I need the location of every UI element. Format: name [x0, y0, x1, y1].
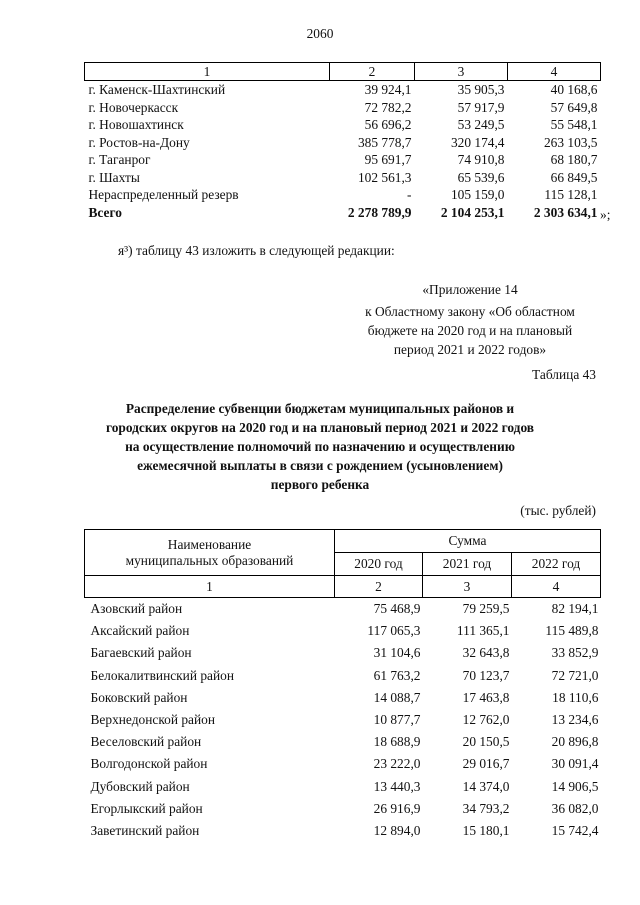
total-row	[85, 204, 601, 222]
appendix-title: «Приложение 14	[422, 282, 518, 297]
row-name: Егорлыкский район	[90, 800, 203, 816]
row-value-2022: 33 852,9	[551, 645, 599, 661]
heading-line: Распределение субвенции бюджетам муниципальных районов и	[125, 401, 515, 416]
row-value-2021: 20 150,5	[462, 734, 510, 750]
heading-line: первого ребенка	[270, 477, 370, 492]
row-name: г. Каменск-Шахтинский	[88, 82, 226, 97]
row-value-2022: 13 234,6	[551, 712, 599, 728]
main-table	[84, 529, 601, 842]
row-value-2021: 12 762,0	[462, 712, 510, 728]
row-name: Дубовский район	[90, 778, 190, 794]
row-value-2022: 66 849,5	[550, 169, 598, 185]
row-value-2020: 14 088,7	[373, 689, 421, 705]
year-header: 2020 год	[335, 553, 423, 576]
heading-line: на осуществление полномочий по назначению и осуществлению	[125, 439, 515, 454]
row-value-2021: 74 910,8	[457, 152, 505, 167]
row-value-2021: 29 016,7	[462, 756, 510, 772]
prev-table	[84, 62, 601, 221]
table-label: Таблица 43	[532, 367, 596, 382]
row-value-2021: 35 905,3	[457, 82, 505, 97]
table-heading	[60, 399, 580, 494]
table-row	[85, 169, 601, 187]
row-value-2020: 12 894,0	[373, 823, 421, 839]
name-header-line: муниципальных образований	[125, 552, 294, 568]
total-label: Всего	[88, 204, 122, 220]
row-name: Веселовский район	[90, 734, 202, 750]
prev-header-cell: 3	[415, 63, 508, 81]
row-value-2022: 55 548,1	[550, 117, 598, 132]
table-row	[85, 134, 601, 152]
appendix-line: к Областному закону «Об областном	[365, 304, 575, 319]
row-name: Нераспределенный резерв	[88, 187, 239, 202]
year-header: 2022 год	[512, 553, 601, 576]
total-value-2020: 2 278 789,9	[347, 204, 412, 220]
row-value-2022: 20 896,8	[551, 734, 599, 750]
row-value-2020: 117 065,3	[367, 623, 421, 639]
row-name: Заветинский район	[90, 823, 200, 839]
row-value-2021: 14 374,0	[462, 778, 510, 794]
row-value-2022: 115 489,8	[545, 623, 599, 639]
row-name: Азовский район	[90, 601, 183, 616]
row-value-2022: 36 082,0	[551, 800, 599, 816]
prev-header-cell: 4	[508, 63, 601, 81]
row-value-2022: 115 128,1	[544, 187, 598, 202]
row-name: Багаевский район	[90, 645, 192, 661]
row-value-2021: 105 159,0	[450, 187, 505, 202]
heading-line: ежемесячной выплаты в связи с рождением (усыновлением)	[137, 458, 503, 473]
row-value-2022: 18 110,6	[552, 689, 599, 705]
row-name: Верхнедонской район	[90, 712, 216, 728]
row-name: г. Новошахтинск	[88, 117, 184, 132]
row-value-2021: 17 463,8	[462, 689, 510, 705]
amendment-text: я³) таблицу 43 изложить в следующей редакции:	[118, 243, 395, 258]
closing-quote: »;	[600, 207, 611, 222]
table-row	[85, 620, 601, 642]
sum-column-header: Сумма	[335, 530, 601, 553]
row-value-2022: 82 194,1	[551, 601, 599, 616]
name-column-header	[85, 530, 335, 576]
row-name: Волгодонской район	[90, 756, 208, 772]
row-name: г. Новочеркасск	[88, 99, 179, 115]
table-row	[85, 820, 601, 842]
row-value-2021: 65 539,6	[457, 169, 505, 185]
year-header: 2021 год	[423, 553, 512, 576]
table-row	[85, 642, 601, 664]
table-row	[85, 798, 601, 820]
table-row	[85, 665, 601, 687]
prev-header-cell: 1	[85, 63, 330, 81]
column-numbers-row	[85, 576, 601, 598]
table-row	[85, 687, 601, 709]
row-value-2021: 320 174,4	[450, 134, 505, 150]
page-number: 2060	[306, 26, 334, 41]
row-value-2022: 68 180,7	[550, 152, 598, 167]
prev-header-cell: 2	[330, 63, 415, 81]
column-number: 4	[512, 576, 601, 598]
row-value-2020: 31 104,6	[373, 645, 421, 661]
row-value-2020: 56 696,2	[364, 117, 412, 132]
appendix-line: период 2021 и 2022 годов»	[393, 342, 547, 357]
row-value-2020: 13 440,3	[373, 778, 421, 794]
row-value-2021: 15 180,1	[462, 823, 510, 839]
row-value-2022: 14 906,5	[551, 778, 599, 794]
main-header-row	[85, 530, 601, 553]
column-number: 1	[85, 576, 335, 598]
row-value-2020: -	[407, 187, 412, 202]
row-value-2021: 53 249,5	[457, 117, 505, 132]
row-value-2021: 79 259,5	[462, 601, 510, 616]
row-value-2020: 18 688,9	[373, 734, 421, 750]
row-value-2020: 23 222,0	[373, 756, 421, 772]
row-value-2020: 102 561,3	[357, 169, 412, 185]
row-value-2020: 61 763,2	[373, 667, 421, 683]
table-row	[85, 731, 601, 753]
row-value-2021: 34 793,2	[462, 800, 510, 816]
row-value-2022: 72 721,0	[551, 667, 599, 683]
table-row	[85, 598, 601, 621]
row-name: г. Шахты	[88, 169, 140, 185]
row-value-2021: 32 643,8	[462, 645, 510, 661]
appendix-caption	[330, 302, 610, 359]
table-row	[85, 99, 601, 117]
heading-line: городских округов на 2020 год и на плановый период 2021 и 2022 годов	[105, 420, 535, 435]
table-row	[85, 776, 601, 798]
total-value-2021: 2 104 253,1	[440, 204, 505, 220]
row-name: г. Таганрог	[88, 152, 151, 167]
table-row	[85, 753, 601, 775]
column-number: 3	[423, 576, 512, 598]
row-value-2022: 263 103,5	[543, 134, 598, 150]
row-name: Белокалитвинский район	[90, 667, 235, 683]
row-value-2020: 10 877,7	[373, 712, 421, 728]
row-value-2021: 70 123,7	[462, 667, 510, 683]
row-value-2021: 111 365,1	[456, 623, 510, 639]
row-value-2020: 26 916,9	[373, 800, 421, 816]
row-value-2020: 385 778,7	[357, 134, 412, 150]
column-number: 2	[335, 576, 423, 598]
name-header-line: Наименование	[167, 536, 252, 552]
units-label: (тыс. рублей)	[520, 503, 596, 518]
row-value-2020: 95 691,7	[364, 152, 412, 167]
row-name: Аксайский район	[90, 623, 190, 639]
row-value-2020: 72 782,2	[364, 99, 412, 115]
row-name: г. Ростов-на-Дону	[88, 134, 190, 150]
row-value-2020: 75 468,9	[373, 601, 421, 616]
row-value-2021: 57 917,9	[457, 99, 505, 115]
prev-table-header-row	[85, 63, 601, 81]
row-value-2022: 15 742,4	[551, 823, 599, 839]
row-value-2020: 39 924,1	[364, 82, 412, 97]
row-value-2022: 40 168,6	[550, 82, 598, 97]
row-value-2022: 30 091,4	[551, 756, 599, 772]
appendix-line: бюджете на 2020 год и на плановый	[367, 323, 573, 338]
table-row	[85, 81, 601, 99]
table-row	[85, 186, 601, 204]
table-row	[85, 151, 601, 169]
table-row	[85, 116, 601, 134]
table-row	[85, 709, 601, 731]
row-value-2022: 57 649,8	[550, 99, 598, 115]
row-name: Боковский район	[90, 689, 188, 705]
total-value-2022: 2 303 634,1	[533, 204, 598, 220]
